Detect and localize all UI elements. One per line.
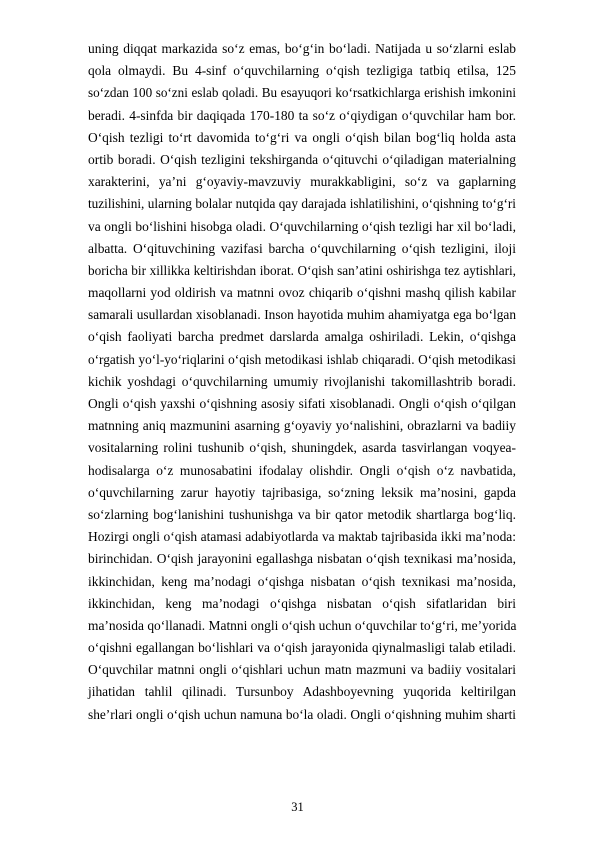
text-line: albatta. Oʻqituvchining vazifasi barcha oʻquvchilarning oʻqish tezligini, iloji bbox=[88, 240, 516, 256]
text-line: kichik yoshdagi oʻquvchilarning umumiy rivojlanishi takomillashtrib boradi. bbox=[88, 373, 516, 389]
text-line: Ongli oʻqish yaxshi oʻqishning asosiy sifati xisoblanadi. Ongli oʻqish oʻqilgan bbox=[88, 396, 516, 411]
text-line: matnning aniq mazmunini asarning gʻoyaviy yoʻnalishini, obrazlarni va badiiy bbox=[88, 418, 516, 434]
text-line: ikkinchidan, keng ma’nodagi oʻqishga nisbatan oʻqish texnikasi ma’nosida, bbox=[88, 573, 516, 589]
text-line: maqollarni yod oldirish va matnni ovoz chiqarib oʻqishni mashq qilish kabilar bbox=[88, 285, 516, 301]
text-line: boricha bir xillikka keltirishdan iborat. Oʻqish san’atini oshirishga tez aytishlari, bbox=[88, 262, 516, 278]
text-line: qola olmaydi. Bu 4-sinf oʻquvchilarning oʻqish tezligiga tatbiq etilsa, 125 bbox=[88, 63, 516, 79]
text-line: Hozirgi ongli oʻqish atamasi adabiyotlarda va maktab tajribasida ikki ma’noda: bbox=[88, 529, 516, 545]
text-line: samarali usullardan xisoblanadi. Inson hayotida muhim ahamiyatga ega boʻlgan bbox=[88, 307, 516, 323]
text-line: she’rlari ongli oʻqish uchun namuna boʻla oladi. Ongli oʻqishning muhim sharti bbox=[88, 706, 516, 722]
text-line: jihatidan tahlil qilinadi. Tursunboy Adashboyevning yuqorida keltirilgan bbox=[88, 684, 516, 700]
text-line: soʻzlarning bogʻlanishini tushunishga va bir qator metodik shartlarga bogʻliq. bbox=[88, 506, 516, 522]
text-line: birinchidan. Oʻqish jarayonini egallashga nisbatan oʻqish texnikasi ma’nosida, bbox=[88, 551, 516, 567]
body-paragraph bbox=[88, 38, 516, 726]
text-line: ma’nosida qoʻllanadi. Matnni ongli oʻqish uchun oʻquvchilar toʻgʻri, me’yorida bbox=[88, 617, 517, 633]
text-line: uning diqqat markazida soʻz emas, boʻgʻin boʻladi. Natijada u soʻzlarni eslab bbox=[88, 41, 516, 56]
text-line: va ongli boʻlishini hisobga oladi. Oʻquvchilarning oʻqish tezligi har xil boʻladi, bbox=[88, 218, 516, 234]
text-line: vositalarning rolini tushunib oʻqish, shuningdek, asarda tasvirlangan voqyea- bbox=[88, 440, 516, 456]
text-line: Oʻquvchilar matnni ongli oʻqishlari uchun matn mazmuni va badiiy vositalari bbox=[88, 662, 516, 678]
page-number: 31 bbox=[291, 800, 304, 814]
text-line: tuzilishini, ularning bolalar nutqida qay darajada ishlatilishini, oʻqishning toʻgʻri bbox=[88, 196, 516, 212]
text-line: oʻquvchilarning zarur hayotiy tajribasiga, soʻzning leksik ma’nosini, gapda bbox=[88, 484, 516, 500]
text-line: oʻrgatish yoʻl-yoʻriqlarini oʻqish metodikasi ishlab chiqaradi. Oʻqish metodikasi bbox=[88, 351, 516, 367]
text-line: ikkinchidan, keng ma’nodagi oʻqishga nisbatan oʻqish sifatlaridan biri bbox=[88, 595, 516, 611]
text-line: hodisalarga oʻz munosabatini ifodalay olishdir. Ongli oʻqish oʻz navbatida, bbox=[88, 462, 516, 478]
text-line: ortib boradi. Oʻqish tezligini tekshirganda oʻqituvchi oʻqiladigan materialning bbox=[88, 151, 516, 167]
text-line: oʻqishni egallangan boʻlishlari va oʻqish jarayonida qiynalmasligi talab etiladi. bbox=[88, 640, 516, 656]
text-line: soʻzdan 100 soʻzni eslab qoladi. Bu esayuqori koʻrsatkichlarga erishish imkonini bbox=[88, 85, 516, 101]
text-line: Oʻqish tezligi toʻrt davomida toʻgʻri va ongli oʻqish bilan bogʻliq holda asta bbox=[88, 129, 516, 145]
text-line: xarakterini, ya’ni gʻoyaviy-mavzuviy murakkabligini, soʻz va gaplarning bbox=[88, 174, 516, 190]
text-line: oʻqish faoliyati barcha predmet darslarda amalga oshiriladi. Lekin, oʻqishga bbox=[88, 329, 516, 345]
text-line: beradi. 4-sinfda bir daqiqada 170-180 ta soʻz oʻqiydigan oʻquvchilar ham bor. bbox=[88, 107, 516, 123]
